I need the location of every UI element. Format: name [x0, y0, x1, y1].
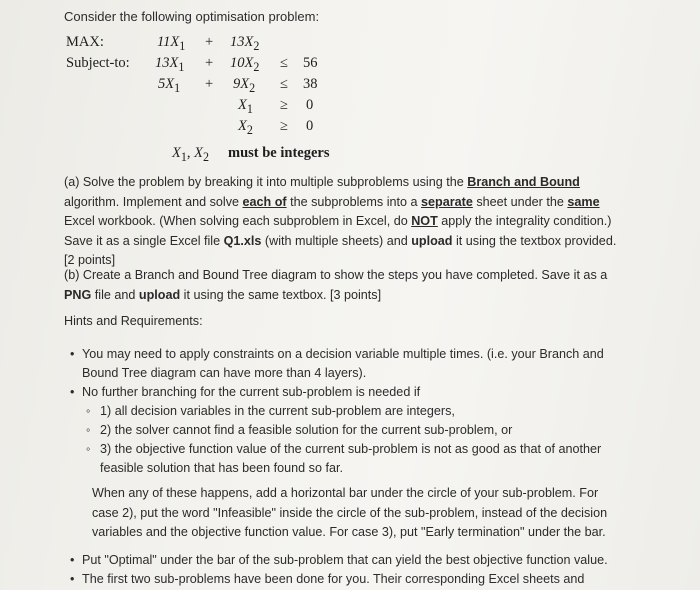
termination-paragraph: When any of these happens, add a horizontal bar under the circle of your sub-problem. For case 2), put the word "Infeasible" inside the circle of the sub-problem, instead of the decision variables and the objective function value. For case 3), put "Early termination" under the bar.: [92, 486, 608, 539]
obj-plus: +: [205, 34, 214, 50]
list-item: • No further branching for the current sub-problem is needed if: [64, 383, 624, 402]
hints-title: Hints and Requirements:: [64, 314, 203, 328]
part-b-paragraph: (b) Create a Branch and Bound Tree diagram to show the steps you have completed. Save it as a PNG file and upload it using the same textbox. [3 points]: [64, 268, 608, 302]
hints-list: [64, 345, 624, 478]
nn1-rhs: 0: [306, 97, 314, 113]
circle-bullet-icon: ◦: [86, 404, 91, 418]
nn1-relation: ≥: [280, 97, 288, 113]
con2-rhs: 38: [303, 76, 318, 92]
sub-list-item: ◦ 2) the solver cannot find a feasible solution for the current sub-problem, or: [64, 421, 624, 440]
sub-list-item: ◦ 1) all decision variables in the current sub-problem are integers,: [64, 402, 624, 421]
obj-term-2: $13X_2$: [230, 34, 260, 53]
intro-text: Consider the following optimisation problem:: [64, 9, 320, 24]
circle-bullet-icon: ◦: [86, 423, 91, 437]
list-item: • You may need to apply constraints on a decision variable multiple times. (i.e. your Branch and Bound Tree diagram can have more than 4 layers).: [70, 347, 604, 380]
con2-relation: ≤: [280, 76, 288, 92]
con2-plus: +: [205, 76, 214, 92]
con1-term-2: $10X_2$: [230, 55, 260, 74]
list-item: • Put "Optimal" under the bar of the sub-problem that can yield the best objective function value.: [64, 551, 624, 570]
con1-rhs: 56: [303, 55, 318, 71]
nn1-var: $X_1$: [238, 97, 253, 116]
con1-plus: +: [205, 55, 214, 71]
hints-list-continued: [64, 551, 624, 589]
integer-text: must be integers: [228, 145, 330, 161]
bullet-icon: •: [70, 572, 75, 586]
bullet-icon: •: [70, 553, 75, 567]
part-a-paragraph: (a) Solve the problem by breaking it into multiple subproblems using the Branch and Bound algorithm. Implement and solve each of the subproblems into a separate sheet under the same Excel workbook. (When solving each subproblem in Excel, do NOT apply the integrality condition.) Save it as a single Excel file Q1.xls (with multiple sheets) and upload it using the textbox provided. [2 points]: [64, 175, 617, 267]
con1-term-1: $13X_1$: [155, 55, 185, 74]
list-item: • The first two sub-problems have been done for you. Their corresponding Excel sheets and: [64, 570, 624, 589]
sub-list-item: ◦ 3) the objective function value of the current sub-problem is not as good as that of another feasible solution that has been found so far.: [86, 442, 602, 475]
subject-label: Subject-to:: [66, 55, 130, 71]
con2-term-2: $9X_2$: [233, 76, 256, 95]
circle-bullet-icon: ◦: [86, 442, 91, 456]
con1-relation: ≤: [280, 55, 288, 71]
con2-term-1: $5X_1$: [158, 76, 181, 95]
obj-term-1: $11X_1$: [157, 34, 186, 53]
bullet-icon: •: [70, 347, 75, 361]
bullet-icon: •: [70, 385, 75, 399]
nn2-rhs: 0: [306, 118, 314, 134]
nn2-relation: ≥: [280, 118, 288, 134]
max-label: MAX:: [66, 34, 104, 50]
integer-vars: $X_1$, $X_2$: [172, 145, 210, 164]
nn2-var: $X_2$: [238, 118, 253, 137]
